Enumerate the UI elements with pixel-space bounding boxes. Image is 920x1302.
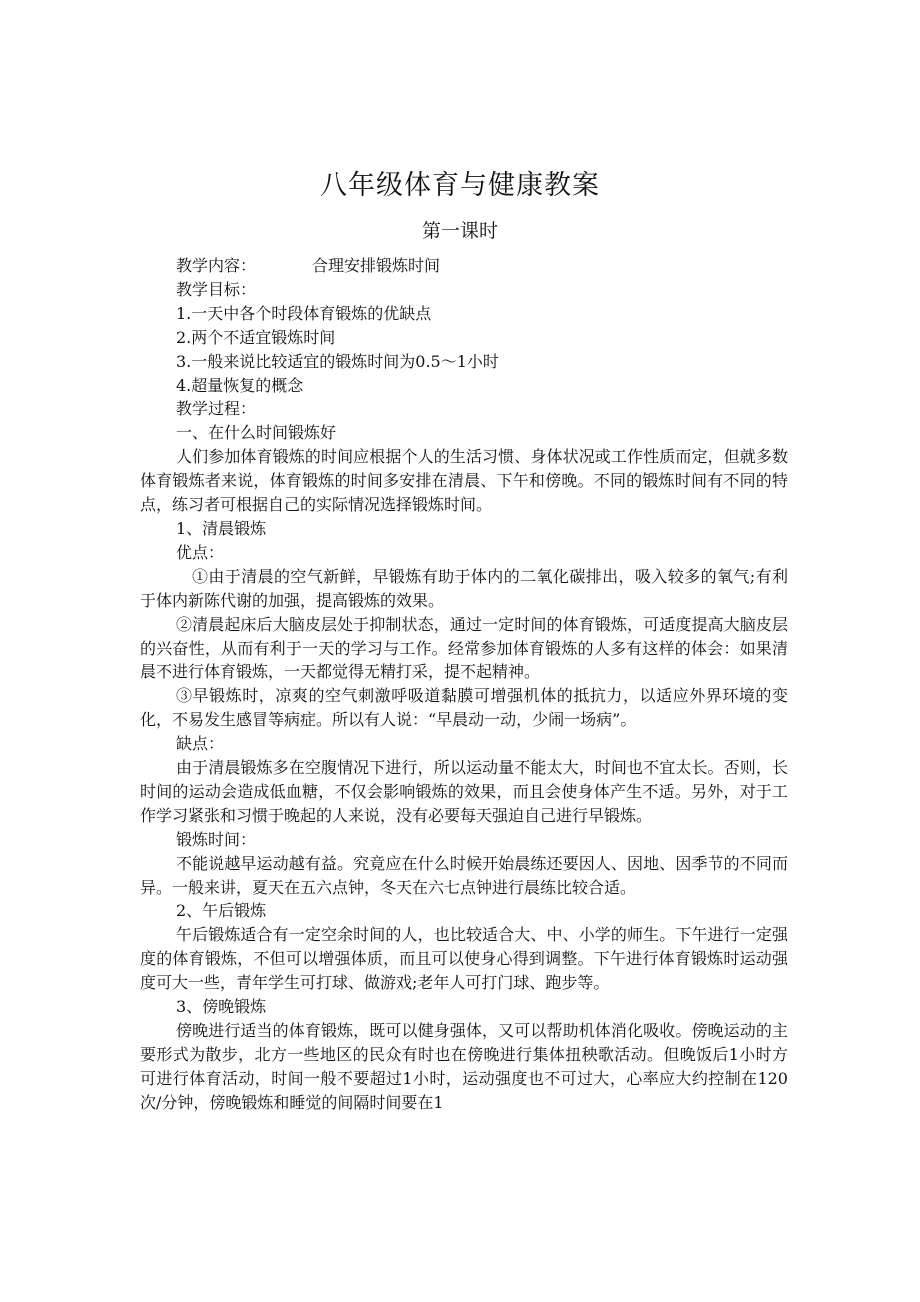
goal-item: 3.一般来说比较适宜的锻炼时间为0.5～1小时 — [176, 351, 499, 371]
document-title: 八年级体育与健康教案 — [320, 170, 600, 201]
teaching-process-label: 教学过程： — [176, 399, 257, 419]
pros-label: 优点： — [176, 542, 225, 562]
goal-item: 1.一天中各个时段体育锻炼的优缺点 — [176, 303, 432, 323]
section-heading: 一、在什么时间锻炼好 — [176, 423, 337, 443]
paragraph: 由于清晨锻炼多在空腹情况下进行，所以运动量不能太大，时间也不宜太长。否则，长时间的运动会造成低血糖，不仅会影响锻炼的效果，而且会使身体产生不适。另外，对于工作学习紧张和习惯于晚起的人来说，没有必要每天强迫自己进行早锻炼。 — [140, 758, 788, 825]
paragraph: 人们参加体育锻炼的时间应根据个人的生活习惯、身体状况或工作性质而定，但就多数体育锻炼者来说，体育锻炼的时间多安排在清晨、下午和傍晚。不同的锻炼时间有不同的特点，练习者可根据自己的实际情况选择锻炼时间。 — [140, 447, 788, 515]
paragraph: ①由于清晨的空气新鲜，早锻炼有助于体内的二氧化碳排出，吸入较多的氧气;有利于体内新陈代谢的加强，提高锻炼的效果。 — [140, 566, 788, 610]
lesson-subtitle: 第一课时 — [421, 220, 498, 242]
teaching-content-label: 教学内容： — [176, 256, 257, 275]
goal-item: 4.超量恢复的概念 — [176, 375, 304, 395]
paragraph: 不能说越早运动越有益。究竟应在什么时候开始晨练还要因人、因地、因季节的不同而异。一般来讲，夏天在五六点钟，冬天在六七点钟进行晨练比较合适。 — [140, 853, 788, 897]
subsection-heading: 2、午后锻炼 — [176, 901, 267, 921]
teaching-goal-label: 教学目标： — [176, 279, 257, 299]
document-body — [140, 254, 788, 1115]
teaching-content-value: 合理安排锻炼时间 — [312, 256, 441, 275]
subsection-heading: 3、傍晚锻炼 — [176, 997, 267, 1017]
cons-label: 缺点： — [176, 734, 225, 754]
goal-item: 2.两个不适宜锻炼时间 — [176, 327, 336, 347]
paragraph: 午后锻炼适合有一定空余时间的人，也比较适合大、中、小学的师生。下午进行一定强度的体育锻炼，不但可以增强体质，而且可以使身心得到调整。下午进行体育锻炼时运动强度可大一些，青年学生可打球、做游戏;老年人可打门球、跑步等。 — [140, 925, 788, 993]
exercise-time-label: 锻炼时间： — [176, 829, 257, 849]
teaching-content-line — [140, 254, 788, 278]
paragraph: 傍晚进行适当的体育锻炼，既可以健身强体，又可以帮助机体消化吸收。傍晚运动的主要形式为散步，北方一些地区的民众有时也在傍晚进行集体扭秧歌活动。但晚饭后1小时方可进行体育活动，时间一般不要超过1小时，运动强度也不可过大，心率应大约控制在120次/分钟，傍晚锻炼和睡觉的间隔时间要在1 — [140, 1021, 788, 1112]
paragraph: ②清晨起床后大脑皮层处于抑制状态，通过一定时间的体育锻炼，可适度提高大脑皮层的兴奋性，从而有利于一天的学习与工作。经常参加体育锻炼的人多有这样的体会：如果清晨不进行体育锻炼，一天都觉得无精打采，提不起精神。 — [140, 614, 788, 682]
paragraph: ③早锻炼时，凉爽的空气刺激呼吸道黏膜可增强机体的抵抗力，以适应外界环境的变化，不易发生感冒等病症。所以有人说：“早晨动一动，少闹一场病”。 — [140, 686, 788, 730]
subsection-heading: 1、清晨锻炼 — [176, 518, 267, 538]
